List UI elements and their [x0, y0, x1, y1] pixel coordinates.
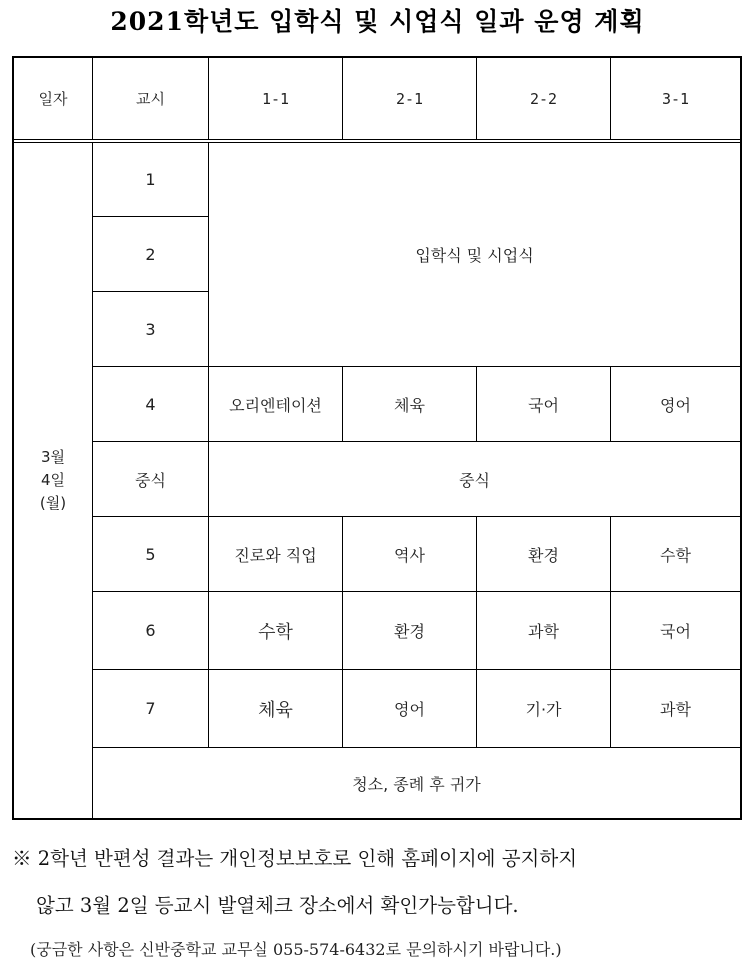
period-cell: 7 [93, 670, 209, 748]
closing-cell: 청소, 종례 후 귀가 [352, 774, 481, 794]
class-cell: 환경 [343, 592, 477, 670]
date-cell [14, 143, 93, 818]
class-cell: 과학 [477, 592, 611, 670]
schedule-table [12, 56, 742, 820]
date-month: 3월 [40, 447, 66, 466]
class-cell: 진로와 직업 [209, 517, 343, 592]
class-cell: 과학 [611, 670, 740, 748]
period-cell: 1 [93, 143, 209, 217]
class-cell: 오리엔테이션 [209, 367, 343, 442]
notice-line-3: (궁금한 사항은 신반중학교 교무실 055-574-6432로 문의하시기 바랍니다.) [30, 940, 562, 959]
period-cell-lunch: 중식 [93, 442, 209, 517]
class-cell: 수학 [611, 517, 740, 592]
period-cell: 4 [93, 367, 209, 442]
class-cell: 체육 [343, 367, 477, 442]
period-cell: 3 [93, 292, 209, 367]
header-period-label: 교시 [136, 90, 165, 108]
class-cell: 영어 [343, 670, 477, 748]
class-cell: 국어 [477, 367, 611, 442]
class-cell: 수학 [209, 592, 343, 670]
class-cell: 환경 [477, 517, 611, 592]
header-period [93, 58, 209, 139]
ceremony-cell: 입학식 및 시업식 [209, 143, 740, 367]
header-class-1-1: 1-1 [209, 58, 343, 139]
date-day: 4일 [40, 470, 66, 489]
class-cell: 영어 [611, 367, 740, 442]
date-weekday: (월) [39, 494, 67, 513]
lunch-cell: 중식 [209, 442, 740, 517]
header-date: 일자 [14, 58, 93, 139]
header-class-3-1: 3-1 [661, 89, 690, 108]
class-cell: 역사 [343, 517, 477, 592]
period-cell: 2 [93, 217, 209, 292]
class-cell: 체육 [209, 670, 343, 748]
notice-line-1: ※ 2학년 반편성 결과는 개인정보보호로 인해 홈페이지에 공지하지 [12, 847, 578, 870]
class-cell: 기·가 [477, 670, 611, 748]
class-cell: 국어 [611, 592, 740, 670]
header-class-2-2: 2-2 [477, 58, 611, 139]
period-cell: 5 [93, 517, 209, 592]
notice-line-2: 않고 3월 2일 등교시 발열체크 장소에서 확인가능합니다. [36, 894, 519, 917]
header-class-2-1: 2-1 [343, 58, 477, 139]
page-title: 2021학년도 입학식 및 시업식 일과 운영 계획 [110, 7, 645, 36]
period-cell: 6 [93, 592, 209, 670]
